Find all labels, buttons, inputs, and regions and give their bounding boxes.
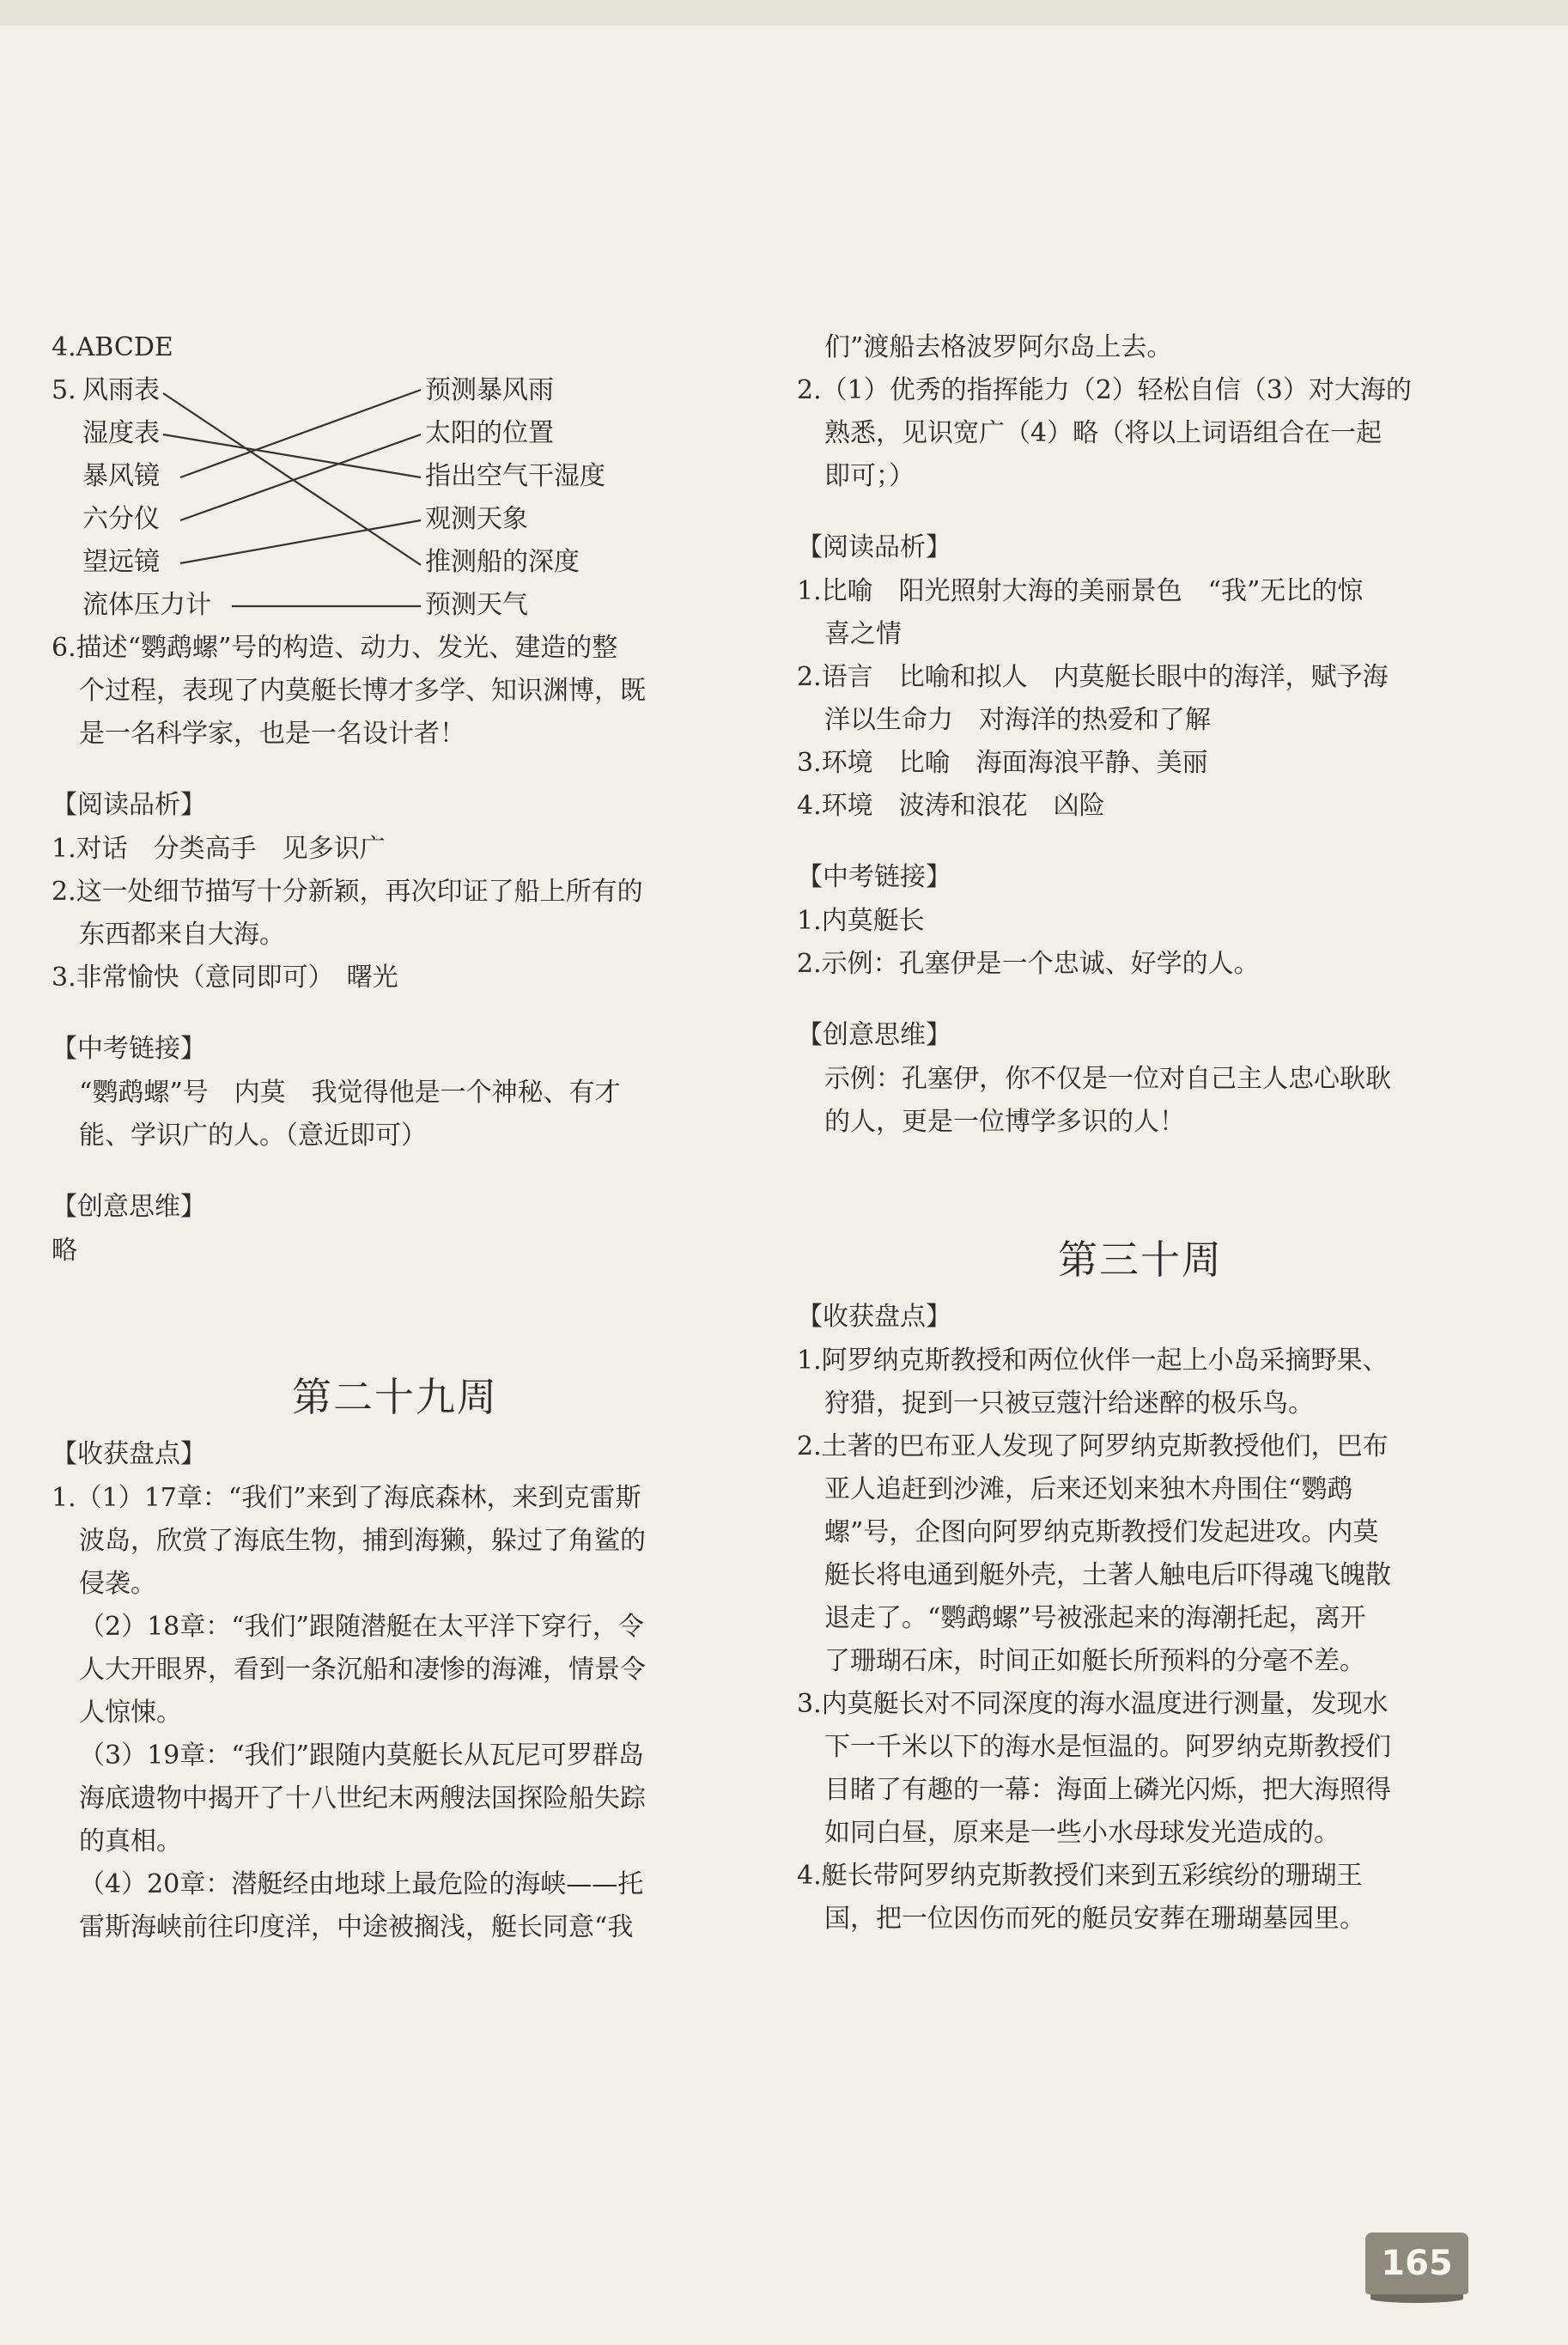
reading-analysis-answers: 1.对话 分类高手 见多识广 2.这一处细节描写十分新颖，再次印证了船上所有的 东西都来自大海。 3.非常愉快（意同即可） 曙光: [52, 834, 643, 993]
exam-link-answers: “鹦鹉螺”号 内莫 我觉得他是一个神秘、有才 能、学识广的人。（意近即可）: [79, 1078, 621, 1151]
reading-analysis-answers-right: 1.比喻 阳光照射大海的美丽景色 “我”无比的惊 喜之情 2.语言 比喻和拟人 内莫艇长眼中的海洋，赋予海 洋以生命力 对海洋的热爱和了解 3.环境 比喻 海面海浪平静、美丽 4.环境 波涛和浪花 凶险: [797, 576, 1389, 821]
page-number: 165: [1365, 2233, 1468, 2294]
right-column: [797, 326, 1484, 1941]
harvest-answers-right: 1.阿罗纳克斯教授和两位伙伴一起上小岛采摘野果、 狩猎，捉到一只被豆蔻汁给迷醉的极乐鸟。 2.土著的巴布亚人发现了阿罗纳克斯教授他们，巴布 亚人追赶到沙滩，后来还划来独木舟围住“鹦鹉 螺”号，企图向阿罗纳克斯教授们发起进攻。内莫 艇长将电通到艇外壳，土著人触电后吓得魂飞魄散 退走了。“鹦鹉螺”号被涨起来的海潮托起，离开 了珊瑚石床，时间正如艇长所预料的分毫不差。 3.内莫艇长对不同深度的海水温度进行测量，发现水 下一千米以下的海水是恒温的。阿罗纳克斯教授们 目睹了有趣的一幕：海面上磷光闪烁，把大海照得 如同白昼，原来是一些小水母球发光造成的。 4.艇长带阿罗纳克斯教授们来到五彩缤纷的珊瑚王 国，把一位因伤而死的艇员安葬在珊瑚墓园里。: [797, 1346, 1391, 1934]
week-30-title: 第三十周: [1058, 1236, 1223, 1283]
match-right-1: 预测暴风雨: [425, 375, 554, 405]
left-column: [52, 326, 738, 1949]
exam-link-heading: 【中考链接】: [52, 1034, 206, 1064]
harvest-answers-left: 1.（1）17章：“我们”来到了海底森林，来到克雷斯 波岛，欣赏了海底生物，捕到海獭，躲过了角鲨的 侵袭。 （2）18章：“我们”跟随潜艇在太平洋下穿行，令 人大开眼界，看到一条沉船和凄惨的海滩，情景令 人惊悚。 （3）19章：“我们”跟随内莫艇长从瓦尼可罗群岛 海底遗物中揭开了十八世纪末两艘法国探险船失踪 的真相。 （4）20章：潜艇经由地球上最危险的海峡——托 雷斯海峡前往印度洋，中途被搁浅，艇长同意“我: [52, 1483, 646, 1942]
creative-thinking-answer: 略: [52, 1236, 77, 1266]
creative-thinking-heading: 【创意思维】: [52, 1192, 206, 1222]
reading-analysis-heading: 【阅读品析】: [52, 790, 206, 820]
match-left-6: 流体压力计: [82, 590, 211, 620]
match-right-6: 预测天气: [425, 590, 528, 620]
match-left-2: 湿度表: [82, 418, 160, 448]
match-line-1: [163, 393, 421, 565]
creative-thinking-heading-right: 【创意思维】: [797, 1020, 951, 1050]
match-line-2: [163, 434, 421, 477]
matching-lines: [52, 369, 738, 627]
match-left-5: 望远镜: [82, 547, 160, 577]
creative-thinking-answer-right: 示例：孔塞伊，你不仅是一位对自己主人忠心耿耿 的人，更是一位博学多识的人！: [824, 1064, 1391, 1137]
exam-link-answers-right: 1.内莫艇长 2.示例：孔塞伊是一个忠诚、好学的人。: [797, 906, 1260, 979]
answer-q4: 4.ABCDE: [52, 332, 173, 362]
top-edge: [0, 0, 1568, 26]
answer-q6: 6.描述“鹦鹉螺”号的构造、动力、发光、建造的整 个过程，表现了内莫艇长博才多学、知识渊博，既 是一名科学家，也是一名设计者！: [52, 633, 646, 749]
match-right-3: 指出空气干湿度: [425, 461, 605, 491]
match-right-5: 推测船的深度: [425, 547, 580, 577]
match-right-2: 太阳的位置: [425, 418, 554, 448]
continuation-line: 们”渡船去格波罗阿尔岛上去。: [824, 332, 1173, 362]
match-line-4: [180, 434, 421, 520]
match-right-4: 观测天象: [425, 504, 528, 534]
exam-link-heading-right: 【中考链接】: [797, 862, 951, 892]
match-left-1: 风雨表: [82, 375, 160, 405]
match-left-4: 六分仪: [82, 504, 160, 534]
matching-exercise: [52, 369, 738, 627]
match-line-3: [180, 390, 421, 477]
reading-analysis-heading-right: 【阅读品析】: [797, 532, 951, 562]
match-left-3: 暴风镜: [82, 461, 160, 491]
harvest-heading-left: 【收获盘点】: [52, 1439, 206, 1469]
harvest-heading-right: 【收获盘点】: [797, 1302, 951, 1332]
answer-q2: 2.（1）优秀的指挥能力（2）轻松自信（3）对大海的 熟悉，见识宽广（4）略（将以上词语组合在一起 即可；）: [797, 375, 1412, 491]
week-29-title: 第二十九周: [292, 1374, 498, 1420]
q5-number: 5.: [52, 375, 76, 405]
